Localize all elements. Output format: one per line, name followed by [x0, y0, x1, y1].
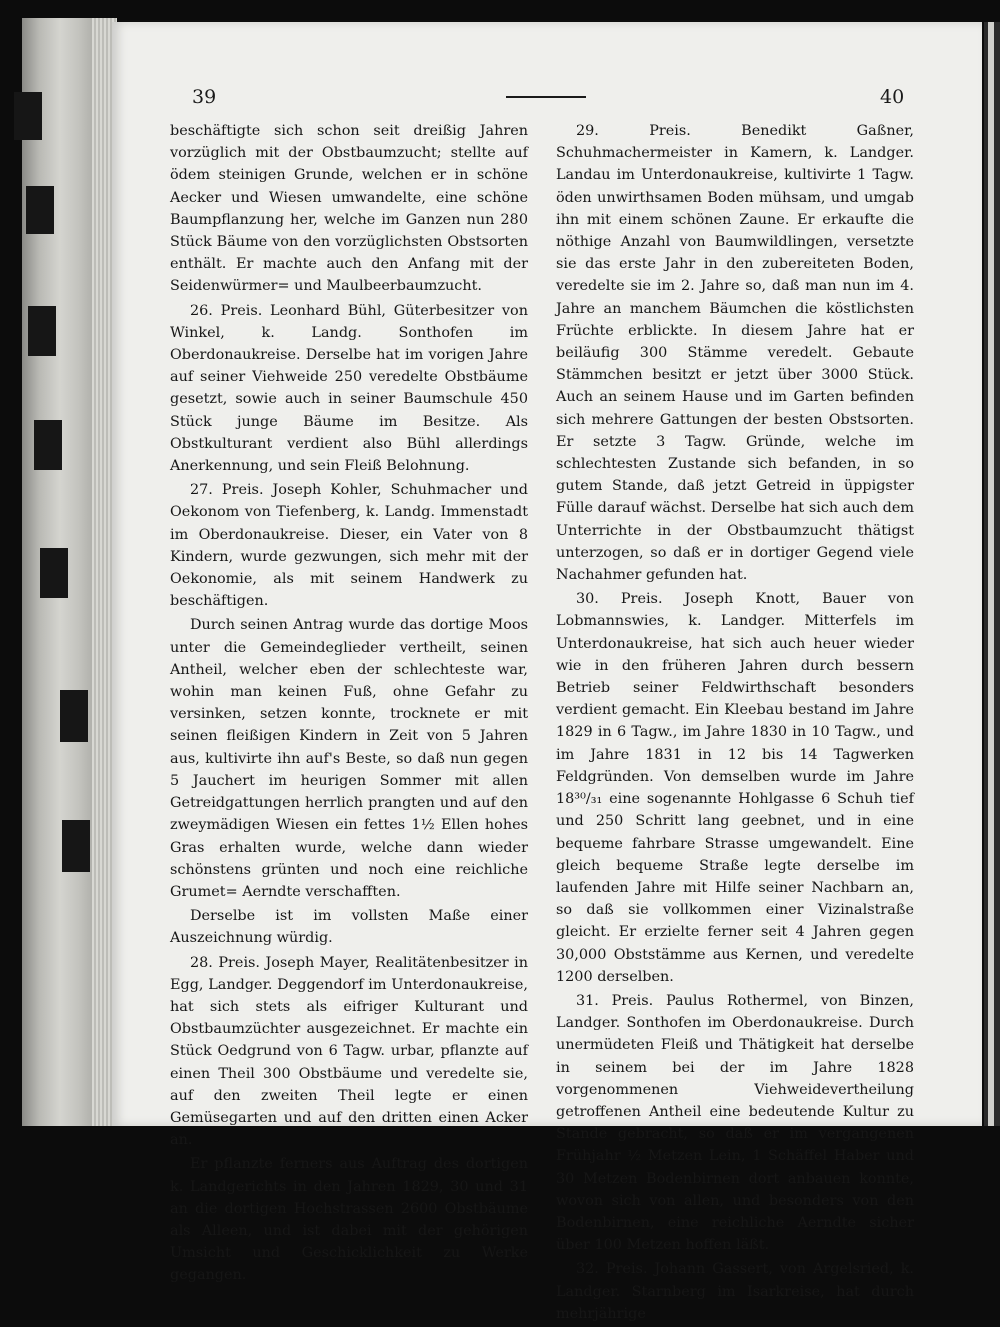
paragraph: 28. Preis. Joseph Mayer, Realitätenbesitzer in Egg, Landger. Deggendorf im Unterdonaukreise, hat sich stets als eifriger Kulturant und Obstbaumzüchter ausgezeichnet. Er machte ein Stück Oedgrund von 6 Tagw. urbar, pflanzte auf einen Theil 300 Obstbäume und veredelte sie, auf den zweiten Theil legte er einen Gemüsegarten und auf den dritten einen Acker an. [170, 954, 528, 1149]
header-rule [506, 96, 586, 98]
binding-tab [28, 306, 56, 356]
binding-tab [62, 820, 90, 872]
paragraph: beschäftigte sich schon seit dreißig Jahren vorzüglich mit der Obstbaumzucht; stellte auf ödem steinigen Grunde, welchen er in schöne Aecker und Wiesen umwandelte, eine schöne Baumpflanzung her, welche im Ganzen nun 280 Stück Bäume von den vorzüglichsten Obstsorten enthält. Er machte auch den Anfang mit der Seidenwürmer= und Maulbeerbaumzucht. [170, 123, 528, 295]
paragraph: Durch seinen Antrag wurde das dortige Moos unter die Gemeindeglieder vertheilt, seinen Antheil, welcher eben der schlechteste war, wohin man keinen Fuß, ohne Gefahr zu versinken, setzen konnte, trocknete er mit seinen fleißigen Kindern in Zeit von 5 Jahren aus, kultivirte ihn auf's Beste, so daß nun gegen 5 Jauchert im heurigen Sommer mit allen Getreidgattungen herrlich prangten und auf den zweymädigen Wiesen ein fettes 1½ Ellen hohes Gras erhalten wurde, welche dann wieder schönstens grünten und noch eine reichliche Grumet= Aerndte verschafften. [170, 617, 528, 900]
binding-tab [40, 548, 68, 598]
page-number-left: 39 [192, 86, 217, 108]
binding-tab [26, 186, 54, 234]
binding-tab [14, 92, 42, 140]
paragraph: 31. Preis. Paulus Rothermel, von Binzen, Landger. Sonthofen im Oberdonaukreise. Durch unermüdeten Fleiß und Thätigkeit hat derselbe in seinem bei der im Jahre 1828 vorgenommenen Viehweidevertheilung getroffenen Antheil eine bedeutende Kultur zu Stande gebracht, so daß er im vergangenen Frühjahr ½ Metzen Lein, 1 Schäffel Haber und 30 Metzen Bodenbirnen dort anbauen konnte, wovon sich von allen, und besonders von den Bodenbirnen, eine reichliche Aerndte sicher über 100 Metzen hoffen läßt. [556, 992, 914, 1254]
paragraph: 29. Preis. Benedikt Gaßner, Schuhmachermeister in Kamern, k. Landger. Landau im Unterdonaukreise, kultivirte 1 Tagw. öden unwirthsamen Boden mühsam, und umgab ihn mit einem schönen Zaune. Er erkaufte die nöthige Anzahl von Baumwildlingen, versetzte sie das erste Jahr in den zubereiteten Boden, veredelte sie im 2. Jahre so, daß man nun im 4. Jahre an manchem Bäumchen die köstlichsten Früchte erblickte. In diesem Jahre hat er beiläufig 300 Stämme veredelt. Gebaute Stämmchen besitzt er jetzt über 3000 Stück. Auch an seinem Hause und im Garten befinden sich mehrere Gattungen der besten Obstsorten. Er setzte 3 Tagw. Gründe, welche im schlechtesten Zustande sich befanden, in so gutem Stande, daß jetzt Getreid in üppigster Fülle darauf wächst. Derselbe hat sich auch dem Unterrichte in der Obstbaumzucht thätigst unterzogen, so daß er in dortiger Gegend viele Nachahmer gefunden hat. [556, 123, 914, 584]
binding-tab [60, 690, 88, 742]
next-page-edge [984, 22, 1000, 1126]
binding-tab [34, 420, 62, 470]
left-column [170, 120, 528, 1289]
book-binding [22, 18, 117, 1126]
paragraph: Derselbe ist im vollsten Maße einer Auszeichnung würdig. [170, 908, 528, 947]
paragraph: Er pflanzte ferners aus Auftrag des dortigen k. Landgerichts in den Jahren 1829, 30 und 31 an die dortigen Hochstrassen 2600 Obstbäume als Alleen, und ist dabei mit der gehörigen Umsicht und Geschicklichkeit zu Werke gegangen. [170, 1156, 528, 1284]
paragraph: 27. Preis. Joseph Kohler, Schuhmacher und Oekonom von Tiefenberg, k. Landg. Immenstadt im Oberdonaukreise. Dieser, ein Vater von 8 Kindern, wurde gezwungen, sich mehr mit der Oekonomie, als mit seinem Handwerk zu beschäftigen. [170, 482, 528, 610]
page-number-right: 40 [880, 86, 905, 108]
right-column [556, 120, 914, 1327]
paragraph: 32. Preis. Johann Gassert, von Argelsried, k. Landger. Starnberg im Isarkreise, hat durch mehrjährige [556, 1261, 914, 1322]
paragraph: 30. Preis. Joseph Knott, Bauer von Lobmannswies, k. Landger. Mitterfels im Unterdonaukreise, hat sich auch heuer wieder wie in den früheren Jahren durch bessern Betrieb seiner Feldwirthschaft besonders verdient gemacht. Ein Kleebau bestand im Jahre 1829 in 6 Tagw., im Jahre 1830 in 10 Tagw., und im Jahre 1831 in 12 bis 14 Tagwerken Feldgründen. Von demselben wurde im Jahre 18³⁰/₃₁ eine sogenannte Hohlgasse 6 Schuh tief und 250 Schritt lang geebnet, und in eine bequeme fahrbare Strasse umgewandelt. Eine gleich bequeme Straße legte derselbe im laufenden Jahre mit Hilfe seiner Nachbarn an, so daß sie vollkommen einer Vizinalstraße gleicht. Er erzielte ferner seit 4 Jahren gegen 30,000 Obststämme aus Kernen, und veredelte 1200 derselben. [556, 591, 914, 985]
paragraph: 26. Preis. Leonhard Bühl, Güterbesitzer von Winkel, k. Landg. Sonthofen im Oberdonaukreise. Derselbe hat im vorigen Jahre auf seiner Viehweide 250 veredelte Obstbäume gesetzt, sowie auch in seiner Baumschule 450 Stück junge Bäume im Besitze. Als Obstkulturant verdient also Bühl allerdings Anerkennung, und sein Fleiß Belohnung. [170, 302, 528, 475]
